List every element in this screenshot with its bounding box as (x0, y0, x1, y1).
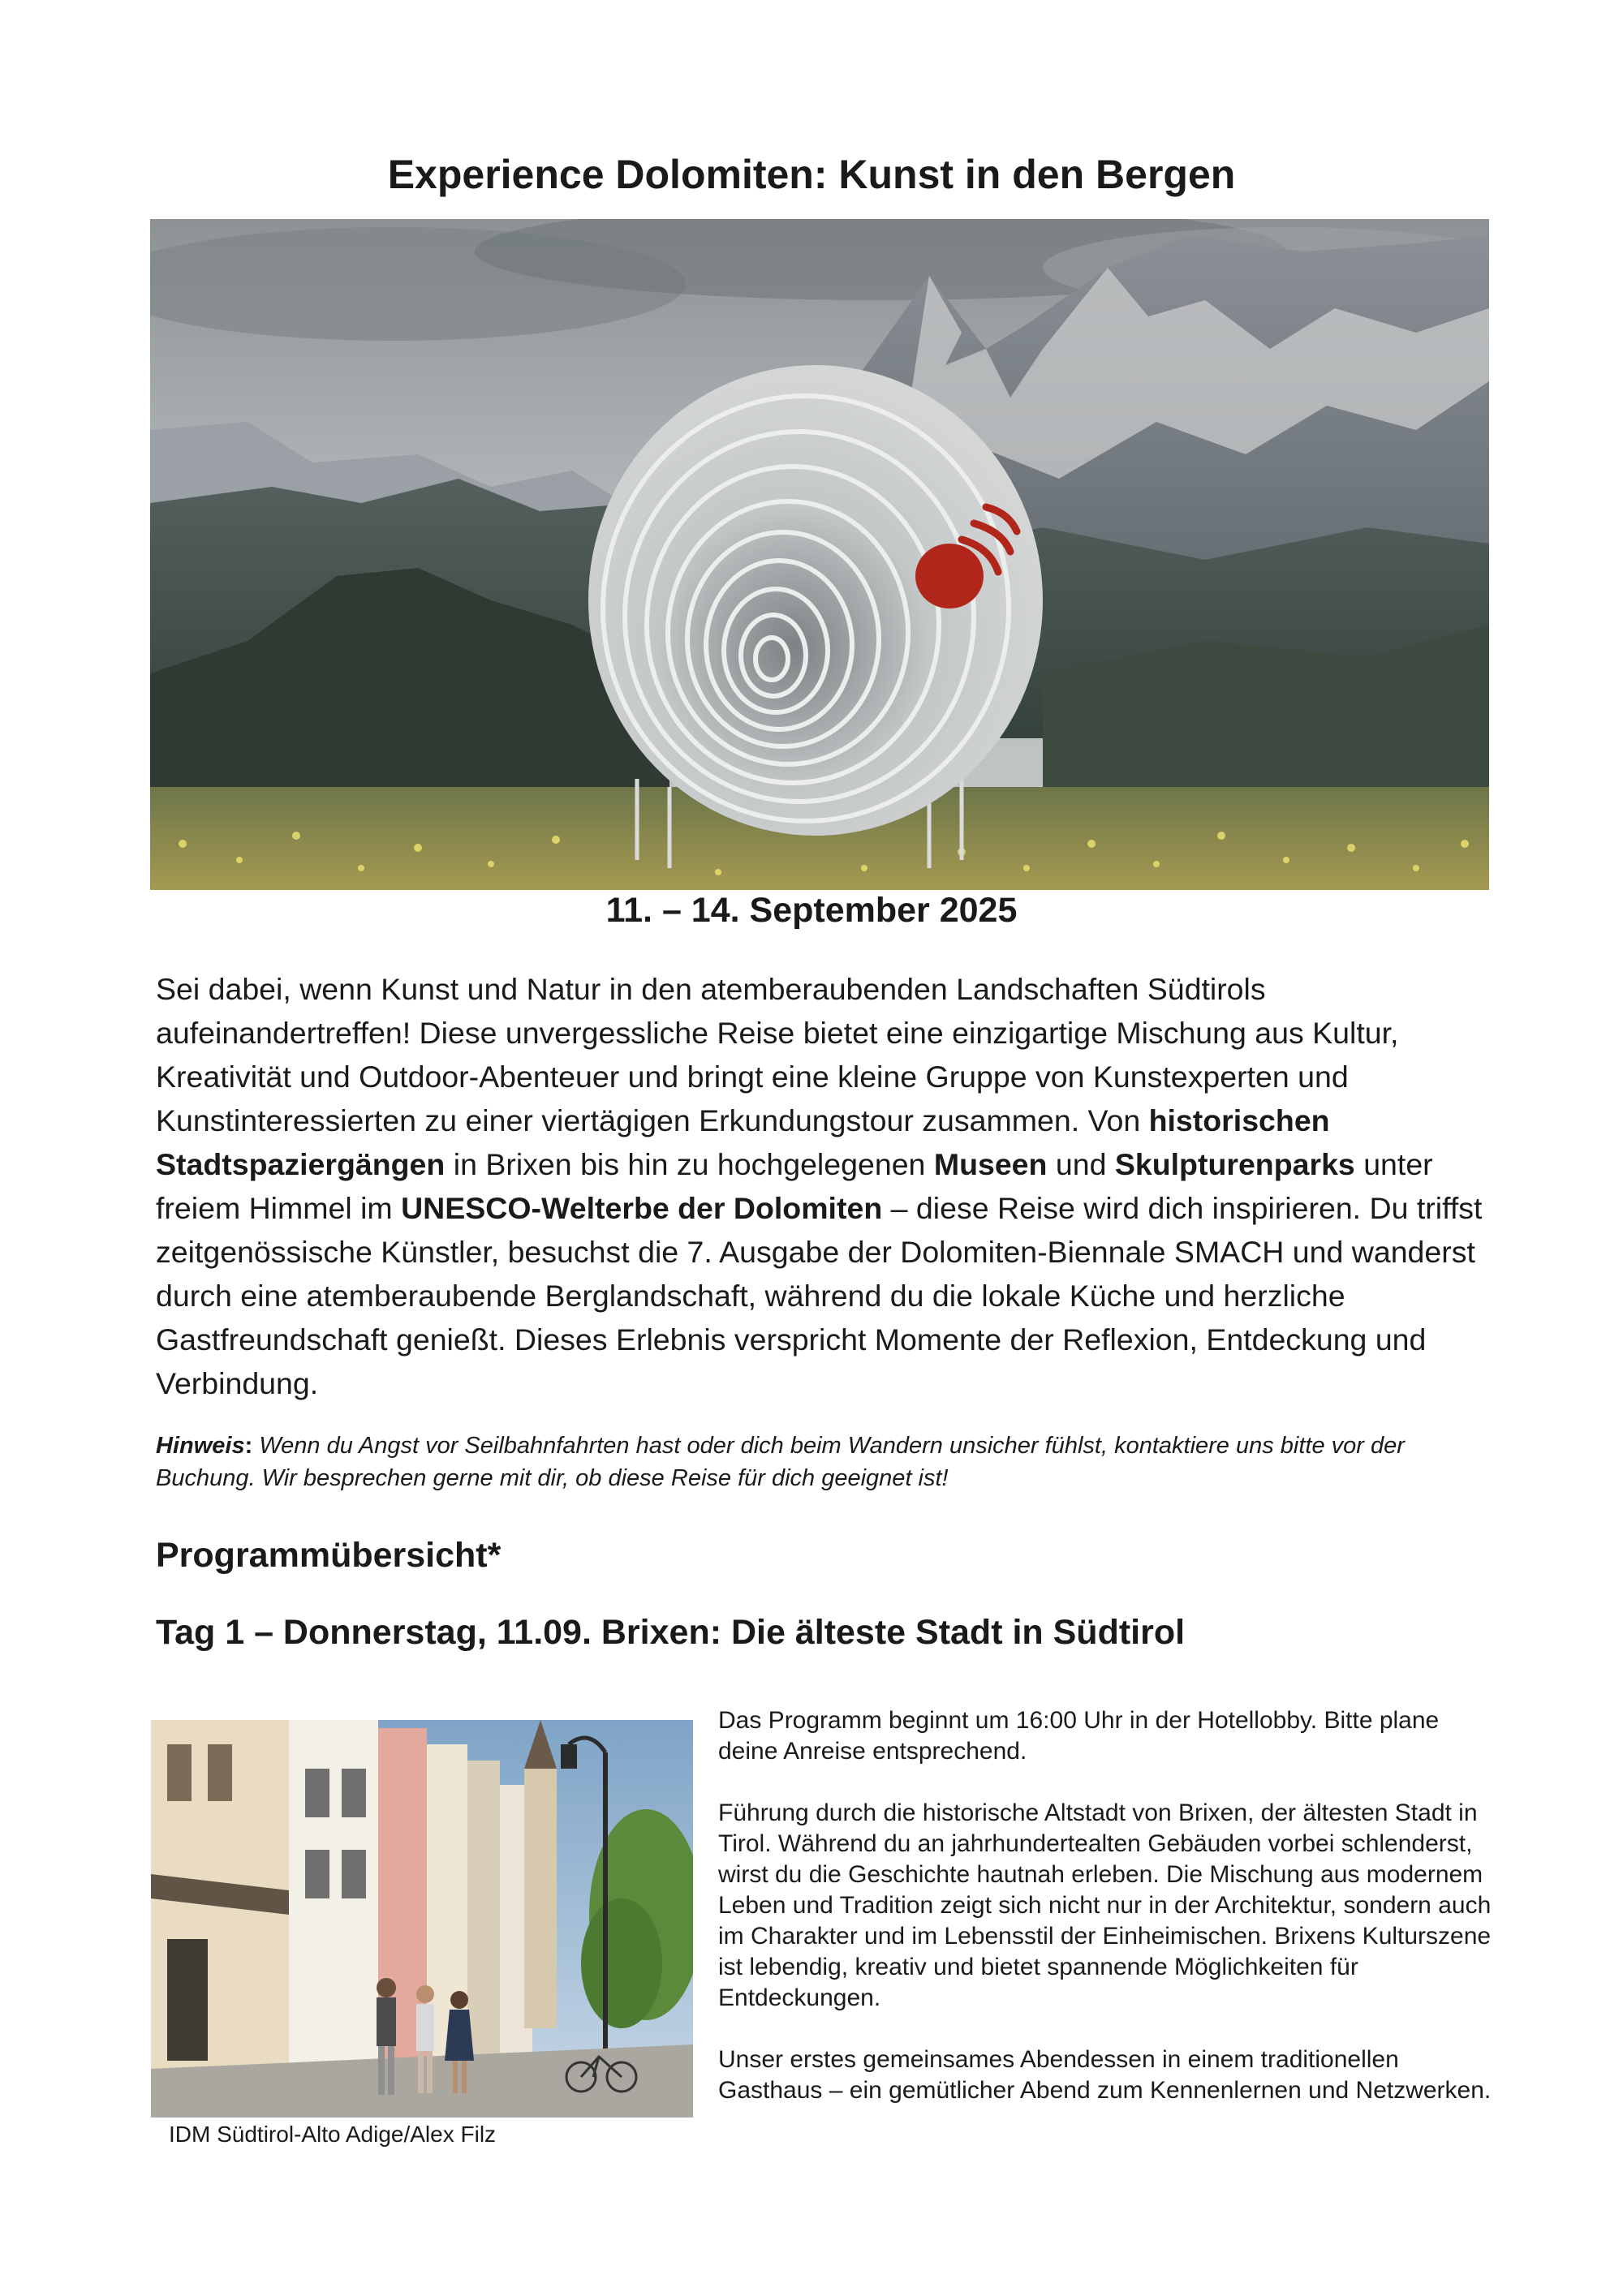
day1-paragraph: Unser erstes gemeinsames Abendessen in einem traditionellen Gasthaus – ein gemütlicher Abend zum Kennenlernen und Netzwerken. (718, 2046, 1492, 2104)
day1-label: Tag 1 – Donnerstag, 11.09. (156, 1613, 592, 1652)
brixen-street-photo (151, 1720, 693, 2118)
intro-text-4: unter freiem Himmel im (156, 1147, 1433, 1225)
note-label: Hinweis (156, 1433, 245, 1459)
intro-text-3: und (1047, 1147, 1115, 1181)
intro-text-1: Sei dabei, wenn Kunst und Natur in den atemberaubenden Landschaften Südtirols aufeinandertreffen! Diese unvergessliche Reise bietet eine einzigartige Mischung aus Kultur, Kreativität und Outdoor-Abenteuer und bringt eine kleine Gruppe von Kunstexperten und Kunstinteressierten zu einer viertägigen Erkundungstour zusammen. Von (156, 972, 1399, 1137)
note-colon: : (244, 1433, 253, 1459)
program-heading: Programmübersicht* (156, 1536, 502, 1575)
event-dates: 11. – 14. September 2025 (605, 891, 1018, 930)
intro-text-2: in Brixen bis hin zu hochgelegenen (445, 1147, 934, 1181)
intro-paragraph (156, 967, 1495, 1405)
day1-paragraph: Führung durch die historische Altstadt von Brixen, der ältesten Stadt in Tirol. Während du an jahrhundertealten Gebäuden vorbei schlenderst, wirst du die Geschichte hautnah erleben. Die Mischung aus modernem Leben und Tradition zeigt sich nicht nur in der Architektur, sondern auch im Charakter und im Lebensstil der Einheimischen. Brixens Kulturszene ist lebendig, kreativ und bietet spannende Möglichkeiten für Entdeckungen. (718, 1799, 1492, 2011)
intro-bold-unesco: UNESCO-Welterbe der Dolomiten (401, 1191, 883, 1225)
day1-description (718, 1705, 1497, 2137)
note-paragraph (156, 1430, 1495, 1494)
hero-image-dolomites-sculpture (150, 219, 1489, 890)
intro-bold-sculpture-parks: Skulpturenparks (1114, 1147, 1355, 1181)
intro-text-5: – diese Reise wird dich inspirieren. Du triffst zeitgenössische Künstler, besuchst die 7. Ausgabe der Dolomiten-Biennale SMACH und wanderst durch eine atemberaubende Berglandschaft, während du die lokale Küche und herzliche Gastfreundschaft genießt. Dieses Erlebnis verspricht Momente der Reflexion, Entdeckung und Verbindung. (156, 1191, 1483, 1400)
intro-bold-walks: historischen Stadtspaziergängen (156, 1103, 1330, 1181)
intro-bold-museums: Museen (933, 1147, 1048, 1181)
day1-paragraph: Das Programm beginnt um 16:00 Uhr in der Hotellobby. Bitte plane deine Anreise entsprechend. (718, 1707, 1440, 1765)
day1-title: Brixen: Die älteste Stadt in Südtirol (601, 1613, 1186, 1652)
day1-heading (156, 1613, 1185, 1653)
note-text: Wenn du Angst vor Seilbahnfahrten hast oder dich beim Wandern unsicher fühlst, kontaktiere uns bitte vor der Buchung. Wir besprechen gerne mit dir, ob diese Reise für dich geeignet ist! (156, 1433, 1405, 1491)
page-title: Experience Dolomiten: Kunst in den Bergen (387, 152, 1236, 197)
photo-credit: IDM Südtirol-Alto Adige/Alex Filz (169, 2122, 497, 2147)
